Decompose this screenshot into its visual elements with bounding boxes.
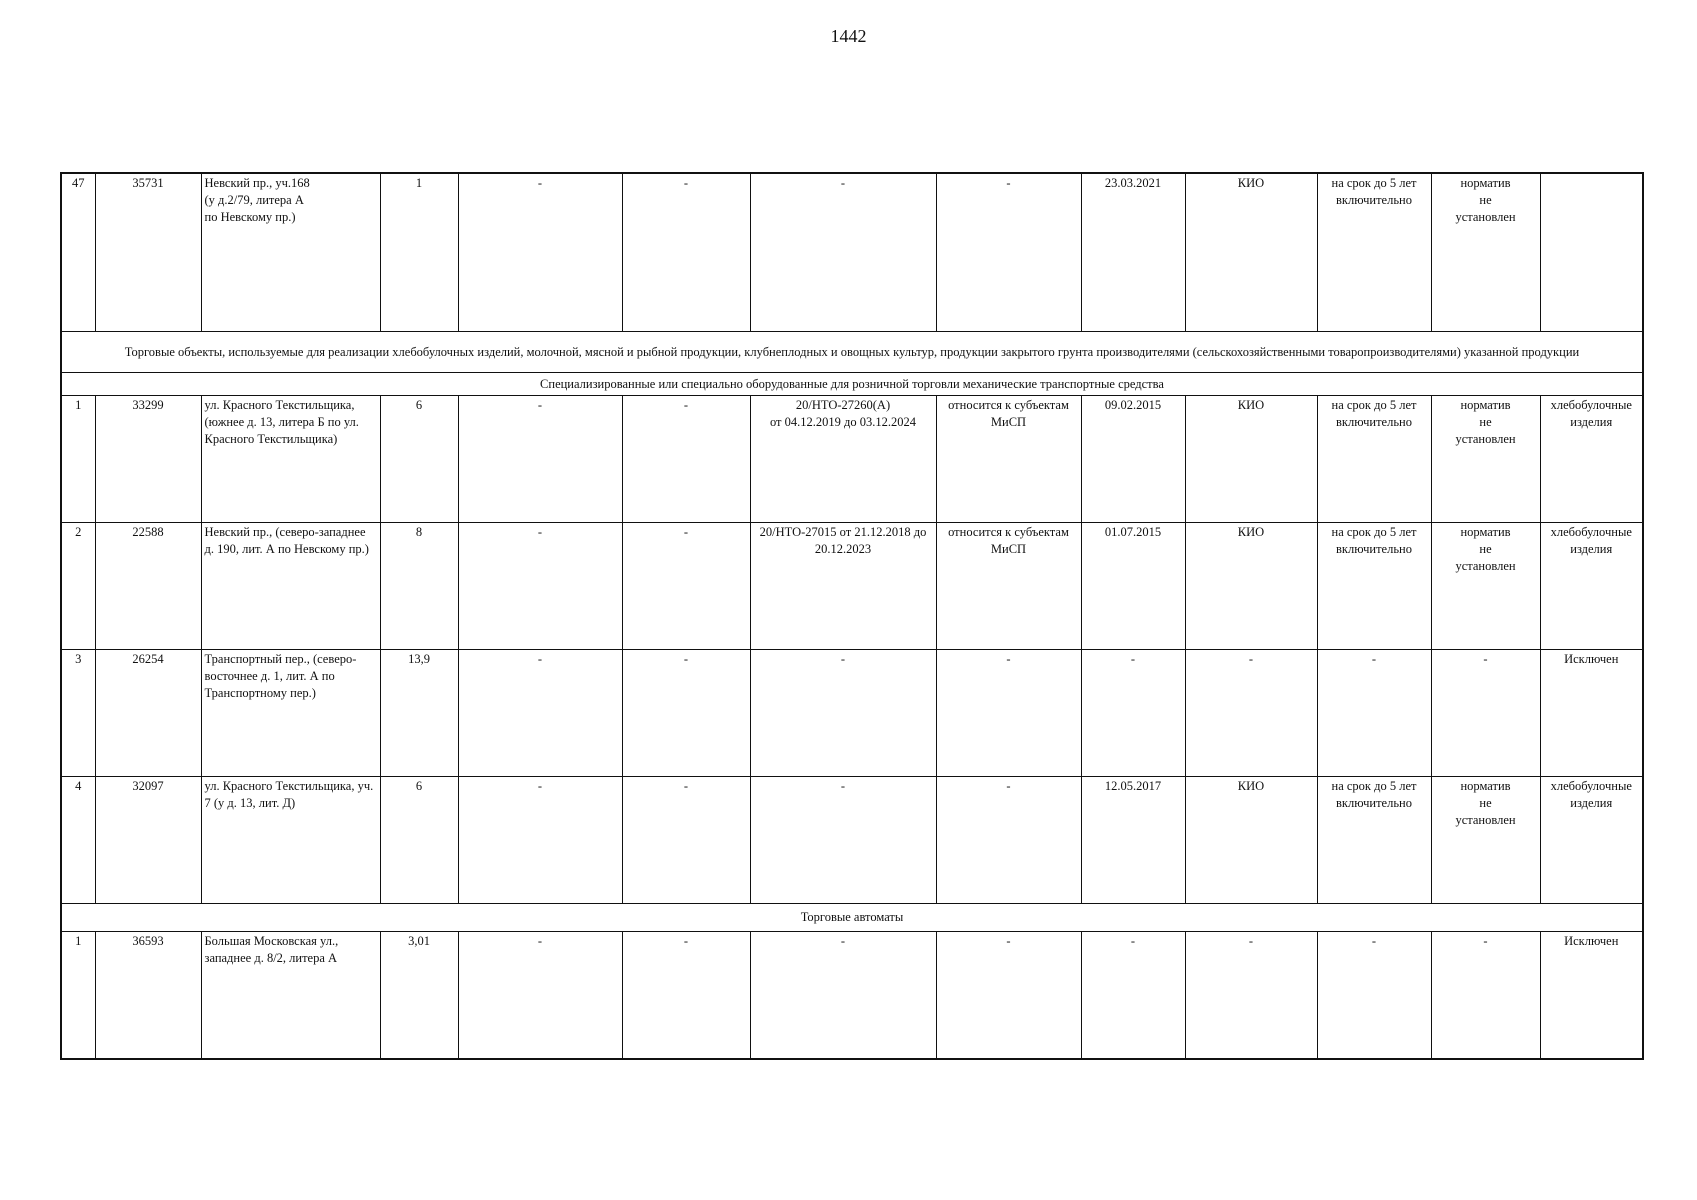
row-number-cell: 3 [61, 650, 95, 777]
contract-cell: 20/НТО-27015 от 21.12.2018 до 20.12.2023 [750, 523, 936, 650]
specialization-cell [1540, 173, 1643, 332]
page-number: 1442 [830, 26, 867, 46]
org-cell: - [1185, 650, 1317, 777]
object-id-cell: 22588 [95, 523, 201, 650]
specialization-cell: хлебобулочные изделия [1540, 523, 1643, 650]
address-cell: ул. Красного Текстильщика, уч. 7 (у д. 13, лит. Д) [201, 777, 380, 904]
col6-cell: - [622, 932, 750, 1060]
table-group-vending [61, 932, 1643, 1060]
specialization-cell: Исключен [1540, 650, 1643, 777]
smb-status-cell: относится к субъектам МиСП [936, 523, 1081, 650]
contract-cell: - [750, 650, 936, 777]
norm-cell: норматив не установлен [1431, 396, 1540, 523]
norm-cell: норматив не установлен [1431, 523, 1540, 650]
object-id-cell: 35731 [95, 173, 201, 332]
area-cell: 8 [380, 523, 458, 650]
address-cell: Транспортный пер., (северо-восточнее д. 1, лит. А по Транспортному пер.) [201, 650, 380, 777]
smb-status-cell: - [936, 932, 1081, 1060]
contract-cell: 20/НТО-27260(А) от 04.12.2019 до 03.12.2024 [750, 396, 936, 523]
norm-cell: норматив не установлен [1431, 777, 1540, 904]
area-cell: 1 [380, 173, 458, 332]
org-cell: КИО [1185, 777, 1317, 904]
area-cell: 3,01 [380, 932, 458, 1060]
table-row [61, 396, 1643, 523]
col6-cell: - [622, 173, 750, 332]
object-id-cell: 32097 [95, 777, 201, 904]
org-cell: КИО [1185, 173, 1317, 332]
col6-cell: - [622, 396, 750, 523]
date-cell: 01.07.2015 [1081, 523, 1185, 650]
org-cell: КИО [1185, 523, 1317, 650]
col5-cell: - [458, 523, 622, 650]
col5-cell: - [458, 932, 622, 1060]
contract-cell: - [750, 777, 936, 904]
term-cell: на срок до 5 лет включительно [1317, 396, 1431, 523]
section-header-group [61, 332, 1643, 396]
org-cell: - [1185, 932, 1317, 1060]
norm-cell: норматив не установлен [1431, 173, 1540, 332]
area-cell: 6 [380, 396, 458, 523]
section-title-vehicles: Специализированные или специально оборудованные для розничной торговли механические транспортные средства [61, 373, 1643, 396]
smb-status-cell: - [936, 650, 1081, 777]
row-number-cell: 4 [61, 777, 95, 904]
row-number-cell: 1 [61, 396, 95, 523]
term-cell: на срок до 5 лет включительно [1317, 523, 1431, 650]
date-cell: 23.03.2021 [1081, 173, 1185, 332]
table-group-vehicles [61, 396, 1643, 904]
smb-status-cell: - [936, 173, 1081, 332]
date-cell: 09.02.2015 [1081, 396, 1185, 523]
address-cell: Невский пр., уч.168 (у д.2/79, литера А по Невскому пр.) [201, 173, 380, 332]
row-number-cell: 47 [61, 173, 95, 332]
section-row [61, 904, 1643, 932]
table-row [61, 523, 1643, 650]
section-title-products: Торговые объекты, используемые для реализации хлебобулочных изделий, молочной, мясной и рыбной продукции, клубнеплодных и овощных культур, продукции закрытого грунта производителями (сельскохозяйственными товаропроизводителями) указанной продукции [61, 332, 1643, 373]
smb-status-cell: относится к субъектам МиСП [936, 396, 1081, 523]
col6-cell: - [622, 650, 750, 777]
section-header-group [61, 904, 1643, 932]
col5-cell: - [458, 396, 622, 523]
contract-cell: - [750, 932, 936, 1060]
org-cell: КИО [1185, 396, 1317, 523]
table-group-top [61, 173, 1643, 332]
table-row [61, 173, 1643, 332]
area-cell: 13,9 [380, 650, 458, 777]
object-id-cell: 36593 [95, 932, 201, 1060]
term-cell: - [1317, 932, 1431, 1060]
norm-cell: - [1431, 650, 1540, 777]
col5-cell: - [458, 777, 622, 904]
address-cell: Невский пр., (северо-западнее д. 190, лит. А по Невскому пр.) [201, 523, 380, 650]
table-row [61, 777, 1643, 904]
row-number-cell: 2 [61, 523, 95, 650]
register-table [60, 172, 1644, 1060]
contract-cell: - [750, 173, 936, 332]
norm-cell: - [1431, 932, 1540, 1060]
section-row [61, 373, 1643, 396]
address-cell: Большая Московская ул., западнее д. 8/2, литера А [201, 932, 380, 1060]
date-cell: 12.05.2017 [1081, 777, 1185, 904]
address-cell: ул. Красного Текстильщика, (южнее д. 13, литера Б по ул. Красного Текстильщика) [201, 396, 380, 523]
col6-cell: - [622, 777, 750, 904]
section-title-vending: Торговые автоматы [61, 904, 1643, 932]
term-cell: - [1317, 650, 1431, 777]
smb-status-cell: - [936, 777, 1081, 904]
col5-cell: - [458, 650, 622, 777]
specialization-cell: хлебобулочные изделия [1540, 396, 1643, 523]
table-row [61, 650, 1643, 777]
table-row [61, 932, 1643, 1060]
object-id-cell: 33299 [95, 396, 201, 523]
row-number-cell: 1 [61, 932, 95, 1060]
specialization-cell: хлебобулочные изделия [1540, 777, 1643, 904]
date-cell: - [1081, 932, 1185, 1060]
object-id-cell: 26254 [95, 650, 201, 777]
col6-cell: - [622, 523, 750, 650]
area-cell: 6 [380, 777, 458, 904]
section-row [61, 332, 1643, 373]
col5-cell: - [458, 173, 622, 332]
specialization-cell: Исключен [1540, 932, 1643, 1060]
term-cell: на срок до 5 лет включительно [1317, 777, 1431, 904]
term-cell: на срок до 5 лет включительно [1317, 173, 1431, 332]
date-cell: - [1081, 650, 1185, 777]
